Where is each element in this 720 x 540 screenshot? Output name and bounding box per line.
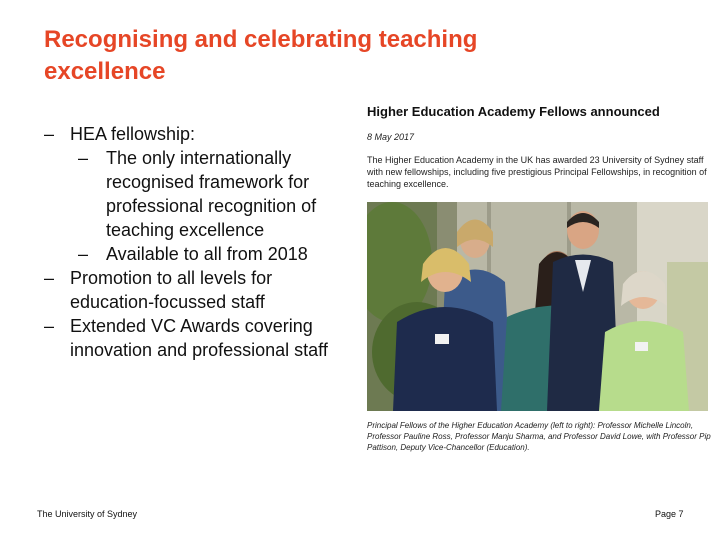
bullet-text: The only internationally recognised framework for professional recognition of teaching excellence xyxy=(106,148,317,240)
bullet-list xyxy=(44,122,334,362)
footer-organisation: The University of Sydney xyxy=(37,509,138,519)
photo-caption: Principal Fellows of the Higher Education Academy (left to right): Professor Michelle Lincoln, Professor Pauline Ross, Professor Manju Sharma, and Professor David Lowe, with Professor Pip Pattison, Deputy Vice-Chancellor (Education). xyxy=(367,421,711,452)
dash-marker: – xyxy=(78,148,89,168)
bullet-item xyxy=(44,122,334,146)
bullet-item xyxy=(44,266,334,314)
bullet-text: Available to all from 2018 xyxy=(106,244,308,264)
dash-marker: – xyxy=(44,268,55,288)
sub-bullet-item xyxy=(44,146,334,242)
bullet-text: Promotion to all levels for education-focussed staff xyxy=(70,268,273,312)
bullet-text: Extended VC Awards covering innovation and professional staff xyxy=(70,316,328,360)
news-date: 8 May 2017 xyxy=(367,132,415,142)
slide-title: Recognising and celebrating teaching excellence xyxy=(44,26,478,85)
page-number: Page 7 xyxy=(655,509,684,519)
news-body: The Higher Education Academy in the UK has awarded 23 University of Sydney staff with new fellowships, including five prestigious Principal Fellowships, in recognition of teaching excellence. xyxy=(367,155,707,189)
group-photo xyxy=(367,202,708,411)
news-headline: Higher Education Academy Fellows announced xyxy=(367,104,660,119)
bullet-item xyxy=(44,314,334,362)
news-clipping xyxy=(367,104,711,190)
dash-marker: – xyxy=(78,244,89,264)
group-photo-illustration xyxy=(367,202,708,411)
dash-marker: – xyxy=(44,124,55,144)
sub-bullet-item xyxy=(44,242,334,266)
bullet-text: HEA fellowship: xyxy=(70,124,196,144)
dash-marker: – xyxy=(44,316,55,336)
